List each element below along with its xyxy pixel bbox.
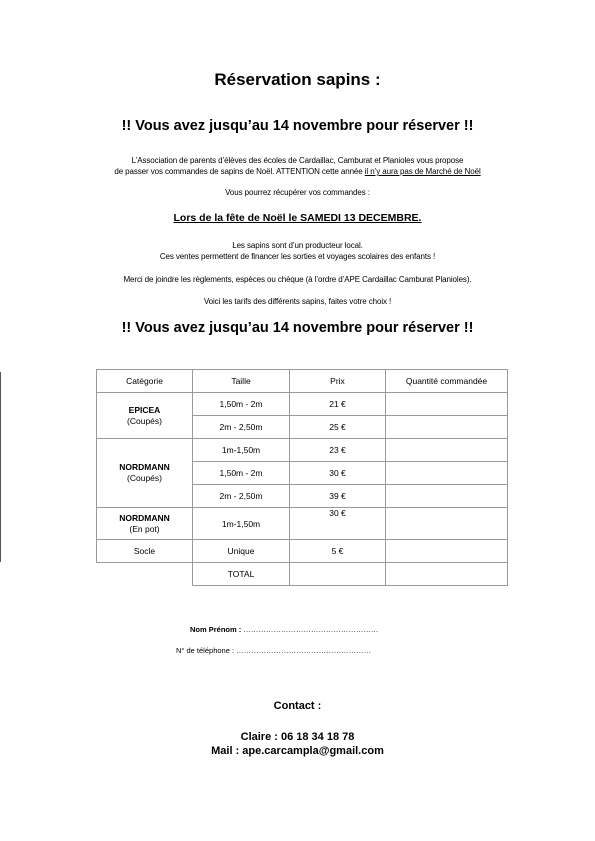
phone-label: N° de téléphone : [176,646,235,655]
contact-mail: Mail : ape.carcampla@gmail.com [211,745,384,757]
table-row [97,508,508,540]
table-header-row [97,370,508,393]
total-label: TOTAL [193,563,290,586]
name-field[interactable] [190,625,378,634]
contact-title: Contact : [273,700,322,712]
deadline-warning-repeat: !! Vous avez jusqu’au 14 novembre pour réserver !! [121,320,474,336]
header-size: Taille [193,370,290,393]
deadline-warning: !! Vous avez jusqu’au 14 novembre pour réserver !! [121,118,474,134]
name-dots: ……………………………………………… [241,625,379,634]
left-margin-rule [0,372,1,562]
quantity-cell[interactable] [386,462,508,485]
attention-text: ATTENTION [275,167,320,176]
size-cell: 2m - 2,50m [193,416,290,439]
quantity-cell[interactable] [386,540,508,563]
category-nordmann-pot [97,508,193,540]
header-quantity: Quantité commandée [386,370,508,393]
category-epicea [97,393,193,439]
size-cell: Unique [193,540,290,563]
category-name: NORDMANN [119,512,170,523]
quantity-cell[interactable] [386,416,508,439]
header-price: Prix [290,370,386,393]
table-row [97,393,508,416]
size-cell: 1,50m - 2m [193,462,290,485]
category-sub: (Coupés) [127,473,162,483]
intro-line-1: L’Association de parents d’élèves des écoles de Cardaillac, Camburat et Planioles vous propose [131,156,464,165]
category-sub: (En pot) [129,523,160,534]
name-label: Nom Prénom : [190,625,242,634]
size-cell: 1m-1,50m [193,508,290,540]
info-line-2: Ces ventes permettent de financer les sorties et voyages scolaires des enfants ! [159,252,436,261]
price-cell: 5 € [290,540,386,563]
intro-text-2: cette année [319,167,365,176]
event-date: Lors de la fête de Noël le SAMEDI 13 DECEMBRE. [173,212,422,224]
phone-field[interactable] [176,646,371,655]
total-price-cell [290,563,386,586]
total-quantity-cell[interactable] [386,563,508,586]
quantity-cell[interactable] [386,393,508,416]
category-name: EPICEA [128,404,161,415]
quantity-cell[interactable] [386,439,508,462]
total-row [97,563,508,586]
category-nordmann [97,439,193,508]
price-cell: 39 € [290,485,386,508]
page-title: Réservation sapins : [214,70,381,89]
category-socle: Socle [97,540,193,563]
quantity-cell[interactable] [386,485,508,508]
table-row [97,439,508,462]
size-cell: 2m - 2,50m [193,485,290,508]
prices-intro: Voici les tarifs des différents sapins, faites votre choix ! [203,297,392,306]
intro-text: de passer vos commandes de sapins de Noël. [114,167,276,176]
no-market-notice: il n’y aura pas de Marché de Noël [364,167,481,176]
pickup-text: Vous pourrez récupérer vos commandes : [225,188,370,197]
category-sub: (Coupés) [127,415,162,426]
price-cell: 21 € [290,393,386,416]
quantity-cell[interactable] [386,508,508,540]
price-table [96,369,508,586]
table-row [97,540,508,563]
price-cell: 23 € [290,439,386,462]
price-cell: 30 € [290,462,386,485]
intro-paragraph [0,155,595,177]
size-cell: 1,50m - 2m [193,393,290,416]
price-cell: 30 € [290,508,386,540]
contact-phone: Claire : 06 18 34 18 78 [240,731,355,743]
info-paragraph [0,240,595,262]
category-name: NORDMANN [119,462,170,472]
empty-cell [97,563,193,586]
size-cell: 1m-1,50m [193,439,290,462]
price-cell: 25 € [290,416,386,439]
payment-text: Merci de joindre les règlements, espèces ou chèque (à l’ordre d’APE Cardaillac Camburat Planioles). [123,275,472,284]
phone-dots: ……………………………………………… [234,646,372,655]
info-line-1: Les sapins sont d’un producteur local. [232,241,363,250]
intro-line-2 [0,166,595,177]
header-category: Catégorie [97,370,193,393]
